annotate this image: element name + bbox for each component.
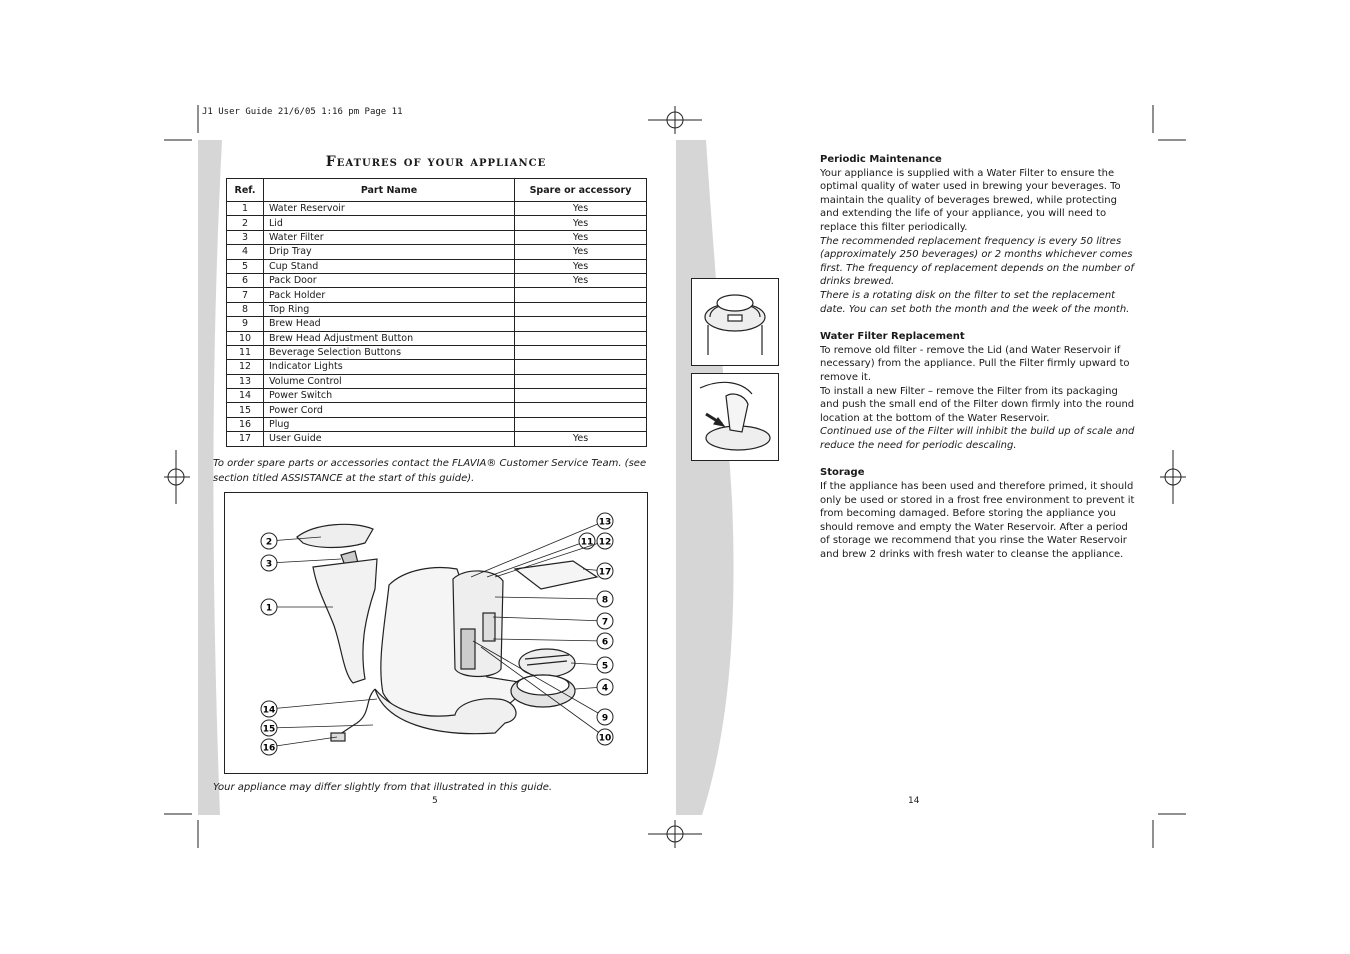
appliance-diagram bbox=[224, 492, 648, 774]
callout-label: 9 bbox=[601, 713, 609, 724]
parts-table bbox=[226, 178, 647, 447]
parts-table-body bbox=[227, 202, 647, 447]
cell-ref: 14 bbox=[227, 389, 264, 403]
cell-spare bbox=[515, 317, 647, 331]
cell-ref: 17 bbox=[227, 432, 264, 446]
cell-part-name: Volume Control bbox=[264, 374, 515, 388]
section-paragraph: To install a new Filter – remove the Filter from its packaging and push the small end of the Filter down firmly into the round location at the bottom of the Water Reservoir. bbox=[820, 385, 1135, 424]
section-heading: Water Filter Replacement bbox=[820, 331, 965, 343]
header-spare: Spare or accessory bbox=[515, 179, 647, 202]
table-row bbox=[227, 360, 647, 374]
cell-part-name: Brew Head bbox=[264, 317, 515, 331]
cell-spare: Yes bbox=[515, 432, 647, 446]
cell-spare bbox=[515, 360, 647, 374]
cell-spare bbox=[515, 374, 647, 388]
cell-ref: 13 bbox=[227, 374, 264, 388]
cell-spare bbox=[515, 389, 647, 403]
cell-part-name: Power Cord bbox=[264, 403, 515, 417]
cell-spare: Yes bbox=[515, 202, 647, 216]
section-paragraph: To remove old filter - remove the Lid (and Water Reservoir if necessary) from the appliance. Pull the Filter firmly upward to remove it. bbox=[820, 344, 1130, 383]
cell-ref: 4 bbox=[227, 245, 264, 259]
left-page-number: 5 bbox=[432, 796, 438, 806]
header-ref: Ref. bbox=[227, 179, 264, 202]
callout-label: 11 bbox=[580, 537, 594, 548]
callout-label: 15 bbox=[262, 724, 276, 735]
cell-spare: Yes bbox=[515, 230, 647, 244]
callout-label: 6 bbox=[601, 637, 609, 648]
cell-ref: 15 bbox=[227, 403, 264, 417]
cell-part-name: Drip Tray bbox=[264, 245, 515, 259]
filter-disk-image bbox=[691, 278, 779, 366]
cell-part-name: Lid bbox=[264, 216, 515, 230]
cell-part-name: Pack Door bbox=[264, 273, 515, 287]
cell-ref: 10 bbox=[227, 331, 264, 345]
cell-part-name: Pack Holder bbox=[264, 288, 515, 302]
cell-ref: 5 bbox=[227, 259, 264, 273]
order-note: To order spare parts or accessories contact the FLAVIA® Customer Service Team. (see section titled ASSISTANCE at the start of this guide). bbox=[213, 458, 647, 484]
section-paragraph: There is a rotating disk on the filter to set the replacement date. You can set both the month and the week of the month. bbox=[820, 289, 1130, 315]
cell-spare bbox=[515, 302, 647, 316]
callout-label: 2 bbox=[265, 537, 273, 548]
cell-ref: 7 bbox=[227, 288, 264, 302]
table-row bbox=[227, 331, 647, 345]
cell-spare: Yes bbox=[515, 273, 647, 287]
cell-ref: 12 bbox=[227, 360, 264, 374]
callout-label: 17 bbox=[598, 567, 612, 578]
table-row bbox=[227, 230, 647, 244]
callout-label: 4 bbox=[601, 683, 609, 694]
cell-spare bbox=[515, 288, 647, 302]
section-paragraph: Continued use of the Filter will inhibit the build up of scale and reduce the need for periodic descaling. bbox=[820, 426, 1135, 451]
section-paragraph: If the appliance has been used and therefore primed, it should only be used or stored in a frost free environment to prevent it from becoming damaged. Before storing the appliance you should remove and empty the Water Reservoir. After a period of storage we recommend that you rinse the Water Reservoir and brew 2 drinks with fresh water to cleanse the appliance. bbox=[820, 481, 1135, 561]
cell-spare bbox=[515, 403, 647, 417]
callout-leader-line bbox=[269, 737, 337, 747]
cell-part-name: Beverage Selection Buttons bbox=[264, 345, 515, 359]
section-paragraph: The recommended replacement frequency is every 50 litres (approximately 250 beverages) or 2 months whichever comes first. The frequency of replacement depends on the number of drinks brewed. bbox=[820, 235, 1134, 288]
cell-part-name: Cup Stand bbox=[264, 259, 515, 273]
table-row bbox=[227, 216, 647, 230]
center-grey-band bbox=[676, 140, 746, 815]
cell-part-name: Indicator Lights bbox=[264, 360, 515, 374]
table-row bbox=[227, 259, 647, 273]
cell-part-name: Power Switch bbox=[264, 389, 515, 403]
filter-install-image bbox=[691, 373, 779, 461]
filter-install-icon bbox=[692, 374, 778, 460]
section-heading: Storage bbox=[820, 467, 865, 479]
right-page-number: 14 bbox=[908, 796, 920, 806]
table-row bbox=[227, 374, 647, 388]
cell-ref: 8 bbox=[227, 302, 264, 316]
cell-part-name: User Guide bbox=[264, 432, 515, 446]
cell-ref: 16 bbox=[227, 417, 264, 431]
table-row bbox=[227, 345, 647, 359]
table-row bbox=[227, 317, 647, 331]
callout-label: 1 bbox=[265, 603, 273, 614]
cell-ref: 9 bbox=[227, 317, 264, 331]
cell-ref: 1 bbox=[227, 202, 264, 216]
section-paragraph: Your appliance is supplied with a Water Filter to ensure the optimal quality of water used in brewing your beverages. To maintain the quality of beverages brewed, while protecting and extending the life of your appliance, you will need to replace this filter periodically. bbox=[820, 167, 1121, 233]
right-page-content bbox=[820, 153, 1138, 562]
callout-label: 3 bbox=[265, 559, 273, 570]
callout-label: 5 bbox=[601, 661, 609, 672]
cell-ref: 11 bbox=[227, 345, 264, 359]
callout-label: 7 bbox=[601, 617, 609, 628]
print-slug: J1 User Guide 21/6/05 1:16 pm Page 11 bbox=[202, 107, 403, 117]
table-row bbox=[227, 273, 647, 287]
table-row bbox=[227, 288, 647, 302]
table-row bbox=[227, 202, 647, 216]
page-title: Features of your appliance bbox=[325, 154, 547, 170]
section-heading: Periodic Maintenance bbox=[820, 154, 942, 165]
cell-ref: 6 bbox=[227, 273, 264, 287]
appliance-illustration bbox=[225, 493, 647, 773]
cell-ref: 2 bbox=[227, 216, 264, 230]
cell-spare bbox=[515, 331, 647, 345]
table-row bbox=[227, 389, 647, 403]
callout-label: 8 bbox=[601, 595, 609, 606]
cell-part-name: Top Ring bbox=[264, 302, 515, 316]
table-row bbox=[227, 245, 647, 259]
callout-label: 12 bbox=[598, 537, 612, 548]
table-header-row bbox=[227, 179, 647, 202]
header-part-name: Part Name bbox=[264, 179, 515, 202]
table-row bbox=[227, 302, 647, 316]
cell-part-name: Water Filter bbox=[264, 230, 515, 244]
callout-label: 10 bbox=[598, 733, 612, 744]
callout-leader-line bbox=[269, 559, 341, 563]
callout-leader-line bbox=[495, 597, 605, 599]
callout-leader-line bbox=[493, 639, 605, 641]
table-row bbox=[227, 417, 647, 431]
cell-spare bbox=[515, 345, 647, 359]
differ-note: Your appliance may differ slightly from that illustrated in this guide. bbox=[213, 782, 553, 793]
callout-leader-line bbox=[493, 617, 605, 621]
callout-label: 16 bbox=[262, 743, 276, 754]
callout-label: 14 bbox=[262, 705, 276, 716]
cell-spare bbox=[515, 417, 647, 431]
callout-label: 13 bbox=[598, 517, 612, 528]
cell-ref: 3 bbox=[227, 230, 264, 244]
table-row bbox=[227, 432, 647, 446]
cell-spare: Yes bbox=[515, 259, 647, 273]
table-row bbox=[227, 403, 647, 417]
callout-leader-line bbox=[269, 699, 377, 709]
cell-part-name: Brew Head Adjustment Button bbox=[264, 331, 515, 345]
cell-spare: Yes bbox=[515, 216, 647, 230]
cell-part-name: Plug bbox=[264, 417, 515, 431]
filter-disk-icon bbox=[692, 279, 778, 365]
cell-part-name: Water Reservoir bbox=[264, 202, 515, 216]
callout-leader-line bbox=[269, 725, 373, 728]
cell-spare: Yes bbox=[515, 245, 647, 259]
